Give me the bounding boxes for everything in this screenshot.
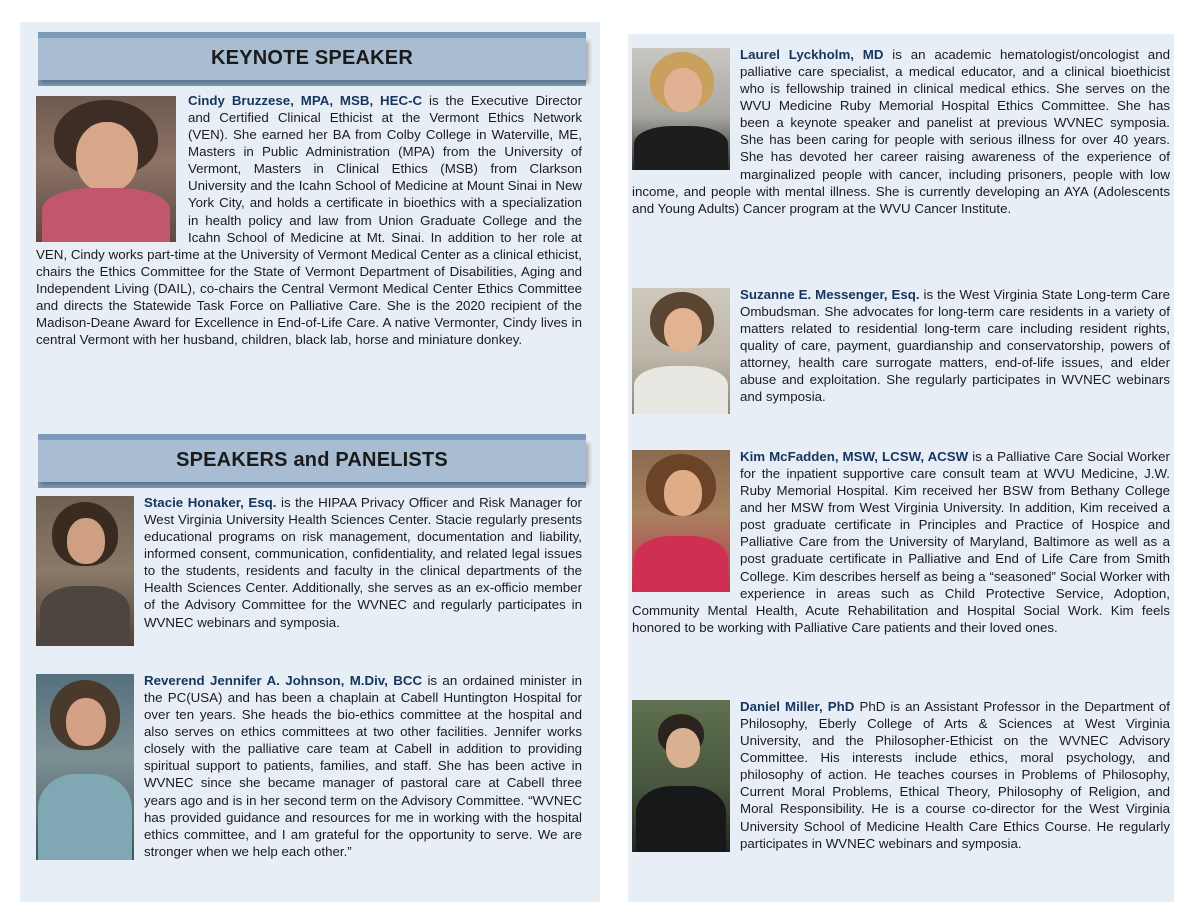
portrait-kim-mcfadden xyxy=(632,450,730,592)
portrait-suzanne-messenger xyxy=(632,288,730,414)
bio-suzanne-messenger xyxy=(632,286,1170,416)
speakers-banner-group xyxy=(38,434,586,488)
speakers-panelists-heading: SPEAKERS and PANELISTS xyxy=(38,440,586,482)
speaker-name-daniel: Daniel Miller, PhD xyxy=(740,699,855,714)
bio-kim-mcfadden xyxy=(632,448,1170,636)
right-column xyxy=(628,34,1174,902)
keynote-text: is the Executive Director and Certified Clinical Ethicist at the Vermont Ethics Network (VEN). She earned her BA from Colby College in Waterville, ME, Masters in Public Administration (MPA) from the University of Vermont, Masters in Clinical Ethics (MSB) from Clarkson University and the Icahn School of Medicine at Mount Sinai in New York City, and holds a certificate in bioethics with a specialization in health policy and law from Union Graduate College and the Icahn School of Medicine at Mt. Sinai. In addition to her role at VEN, Cindy works part-time at the University of Vermont Medical Center as a clinical ethicist, chairs the Ethics Committee for the State of Vermont Department of Disabilities, Aging and Independent Living (DAIL), co-chairs the Central Vermont Medical Center Ethics Committee and directs the Statewide Task Force on Palliative Care. She is the 2020 recipient of the Madison-Deane Award for Excellence in End-of-Life Care. A native Vermonter, Cindy lives in central Vermont with her husband, children, black lab, horse and miniature donkey. xyxy=(36,93,582,348)
portrait-stacie-honaker xyxy=(36,496,134,646)
banner-bottom-rule xyxy=(38,80,586,86)
left-column xyxy=(20,22,600,902)
speaker-text-daniel: PhD is an Assistant Professor in the Department of Philosophy, Eberly College of Arts & Sciences at West Virginia University, and the Philosopher-Ethicist on the WVNEC Advisory Committee. His interests include ethics, moral psychology, and philosophy of action. He teaches courses in Problems of Philosophy, Current Moral Problems, Ethical Theory, Philosophy of Religion, and Moral Responsibility. He is a course co-director for the West Virginia University School of Medicine Health Care Ethics Course. He regularly participates in WVNEC webinars and symposia. xyxy=(740,699,1170,851)
keynote-banner-group xyxy=(38,32,586,86)
portrait-daniel-miller xyxy=(632,700,730,852)
speaker-name-suzanne: Suzanne E. Messenger, Esq. xyxy=(740,287,920,302)
bio-jennifer-johnson xyxy=(34,672,586,862)
bio-stacie-honaker xyxy=(34,494,586,648)
speaker-name-laurel: Laurel Lyckholm, MD xyxy=(740,47,884,62)
keynote-speaker-heading: KEYNOTE SPEAKER xyxy=(38,38,586,80)
portrait-cindy-bruzzese xyxy=(36,96,176,242)
banner-bottom-rule-2 xyxy=(38,482,586,488)
speaker-name-jennifer: Reverend Jennifer A. Johnson, M.Div, BCC xyxy=(144,673,423,688)
speaker-text-laurel: is an academic hematologist/oncologist and palliative care specialist, a medical educator, and a clinical bioethicist who is fellowship trained in clinical medical ethics. She serves on the WVU Medicine Ruby Memorial Hospital Ethics Committee. She has been a keynote speaker and panelist at previous WVNEC symposia. She has been caring for people with serious illness for over 40 years. She has devoted her career raising awareness of the experience of marginalized people with cancer, including prisoners, people with low income, and people with mental illness. She is currently developing an AYA (Adolescents and Young Adults) Cancer program at the WVU Cancer Institute. xyxy=(632,47,1170,216)
speaker-name-kim: Kim McFadden, MSW, LCSW, ACSW xyxy=(740,449,969,464)
bio-laurel-lyckholm xyxy=(632,46,1170,217)
keynote-bio xyxy=(34,92,586,348)
speaker-text-jennifer: is an ordained minister in the PC(USA) and has been a chaplain at Cabell Huntington Hospital for over ten years. She heads the bio-ethics committee at the hospital and also serves on ethics committees at two other facilities. Jennifer works closely with the palliative care team at Cabell in addition to providing spiritual support to patients, families, and staff. She has been active in WVNEC since she became manager of pastoral care at Cabell three years ago and is in her second term on the Advisory Committee. “WVNEC has provided guidance and resources for me in working with the hospital ethics committee, and I am grateful for the opportunity to serve. We are stronger when we help each other.” xyxy=(144,673,582,859)
speaker-text-kim: is a Palliative Care Social Worker for the inpatient supportive care consult team at WVU Medicine, J.W. Ruby Memorial Hospital. Kim received her BSW from Bethany College and her MSW from West Virginia University. In addition, Kim received a post graduate certificate in Principles and Practice of Hospice and Palliative Care from the University of Maryland, Baltimore as well as a post graduate certificate in Palliative and End of Life Care from Smith College. Kim describes herself as being a “seasoned” Social Worker with experience in areas such as Child Protective Service, Adoption, Community Mental Health, Acute Rehabilitation and Hospital Social Work. Kim feels honored to be working with Palliative Care patients and their loved ones. xyxy=(632,449,1170,635)
portrait-jennifer-johnson xyxy=(36,674,134,860)
speaker-text-stacie: is the HIPAA Privacy Officer and Risk Manager for West Virginia University Health Sciences Center. Stacie regularly presents educational programs on risk management, documentation and liability, informed consent, communication, confidentiality, and related legal issues to the students, residents and faculty in the clinical departments of the Health Sciences Center. Additionally, she serves as an ex-officio member of the Advisory Committee for the WVNEC and regularly participates in WVNEC webinars and symposia. xyxy=(144,495,582,630)
keynote-name: Cindy Bruzzese, MPA, MSB, HEC-C xyxy=(188,93,423,108)
speaker-text-suzanne: is the West Virginia State Long-term Care Ombudsman. She advocates for long-term care residents in a variety of matters related to residential long-term care including resident rights, quality of care, payment, guardianship and conservatorship, powers of attorney, health care surrogate matters, end-of-life issues, and elder abuse and exploitation. She regularly participates in WVNEC webinars and symposia. xyxy=(740,287,1170,405)
portrait-laurel-lyckholm xyxy=(632,48,730,170)
bio-daniel-miller xyxy=(632,698,1170,854)
speaker-name-stacie: Stacie Honaker, Esq. xyxy=(144,495,277,510)
